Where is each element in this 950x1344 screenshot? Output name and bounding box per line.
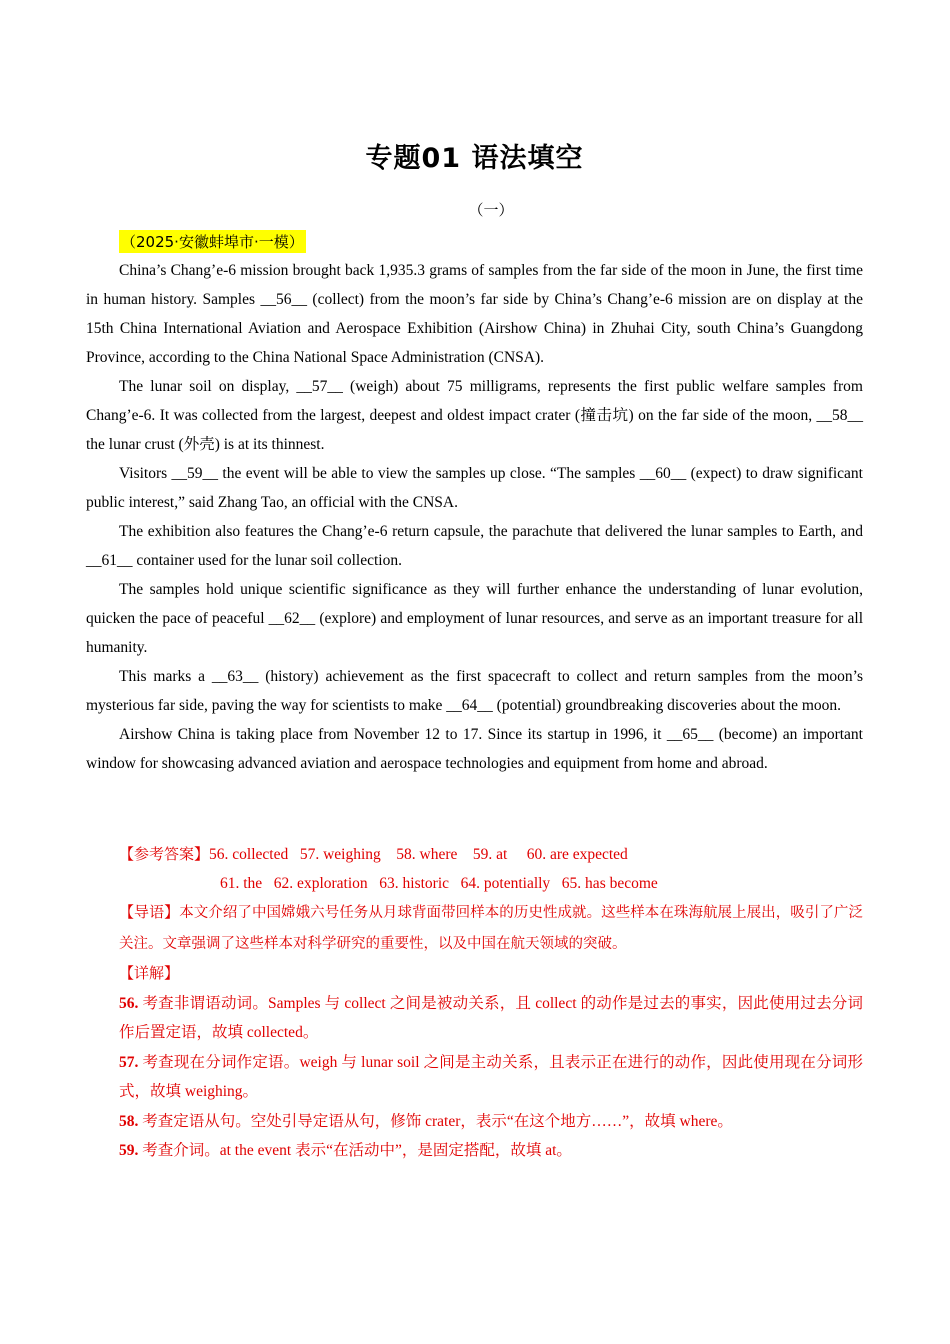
- paragraph: China’s Chang’e-6 mission brought back 1,935.3 grams of samples from the far side of the moon in June, the first time in human history. Samples __56__ (collect) from the moon’s far side by China’s Chang’e-6 mission are on display at the 15th China International Aviation and Aerospace Exhibition (Airshow China) in Zhuhai City, south China’s Guangdong Province, according to the China National Space Administration (CNSA).: [86, 262, 863, 366]
- section-number: （一）: [468, 201, 514, 219]
- answer-row: 61. the 62. exploration 63. historic 64. potentially 65. has become: [220, 875, 658, 892]
- source-highlight: （2025·安徽蚌埠市·一模）: [119, 230, 306, 253]
- paragraph: The samples hold unique scientific significance as they will further enhance the understanding of lunar evolution, quicken the pace of peaceful __62__ (explore) and employment of lunar resources, and serve as an important treasure for all humanity.: [86, 581, 863, 656]
- item-number: 59.: [119, 1142, 139, 1159]
- item-text: 考查定语从句。空处引导定语从句，修饰 crater，表示“在这个地方……”，故填 where。: [138, 1112, 733, 1130]
- answer-values: 56. collected 57. weighing 58. where 59. at 60. are expected: [209, 846, 628, 863]
- intro-text: 本文介绍了中国嫦娥六号任务从月球背面带回样本的历史性成就。这些样本在珠海航展上展出，吸引了广泛关注。文章强调了这些样本对科学研究的重要性，以及中国在航天领域的突破。: [119, 905, 863, 952]
- item-text: 考查现在分词作定语。weigh 与 lunar soil 之间是主动关系，且表示正在进行的动作，因此使用现在分词形式，故填 weighing。: [119, 1053, 863, 1100]
- answer-label: 【参考答案】: [119, 845, 210, 863]
- paragraph: This marks a __63__ (history) achievement as the first spacecraft to collect and return samples from the moon’s mysterious far side, paving the way for scientists to make __64__ (potential) groundbreaking discoveries about the moon.: [86, 668, 863, 714]
- answer-key: [119, 840, 863, 898]
- explanation-item: [119, 1107, 863, 1137]
- paragraph: Airshow China is taking place from November 12 to 17. Since its startup in 1996, it __65__ (become) an important window for showcasing advanced aviation and aerospace technologies and equipment from home and abroad.: [86, 726, 863, 772]
- detail-label: 【详解】: [119, 964, 180, 982]
- item-number: 57.: [119, 1053, 139, 1071]
- explanation-section: [119, 898, 863, 1166]
- page-title: 专题01 语法填空: [365, 143, 584, 174]
- item-number: 58.: [119, 1112, 139, 1130]
- passage: [86, 256, 863, 778]
- paragraph: The exhibition also features the Chang’e-6 return capsule, the parachute that delivered the lunar samples to Earth, and __61__ container used for the lunar soil collection.: [86, 523, 863, 569]
- explanation-item: [119, 1136, 863, 1166]
- paragraph: Visitors __59__ the event will be able to view the samples up close. “The samples __60__ (expect) to draw significant public interest,” said Zhang Tao, an official with the CNSA.: [86, 465, 863, 511]
- paragraph: The lunar soil on display, __57__ (weigh) about 75 milligrams, represents the first public welfare samples from Chang’e-6. It was collected from the largest, deepest and oldest impact crater (撞击坑) on the far side of the moon, __58__ the lunar crust (外壳) is at its thinnest.: [86, 378, 863, 453]
- item-text: 考查非谓语动词。Samples 与 collect 之间是被动关系，且 collect 的动作是过去的事实，因此使用过去分词作后置定语，故填 collected。: [119, 994, 863, 1041]
- explanation-item: [119, 1048, 863, 1107]
- intro-paragraph: [119, 898, 863, 959]
- answer-row: [119, 840, 863, 869]
- explanation-item: [119, 989, 863, 1048]
- item-number: 56.: [119, 994, 139, 1012]
- intro-label: 【导语】: [119, 903, 180, 921]
- item-text: 考查介词。at the event 表示“在活动中”，是固定搭配，故填 at。: [138, 1142, 572, 1159]
